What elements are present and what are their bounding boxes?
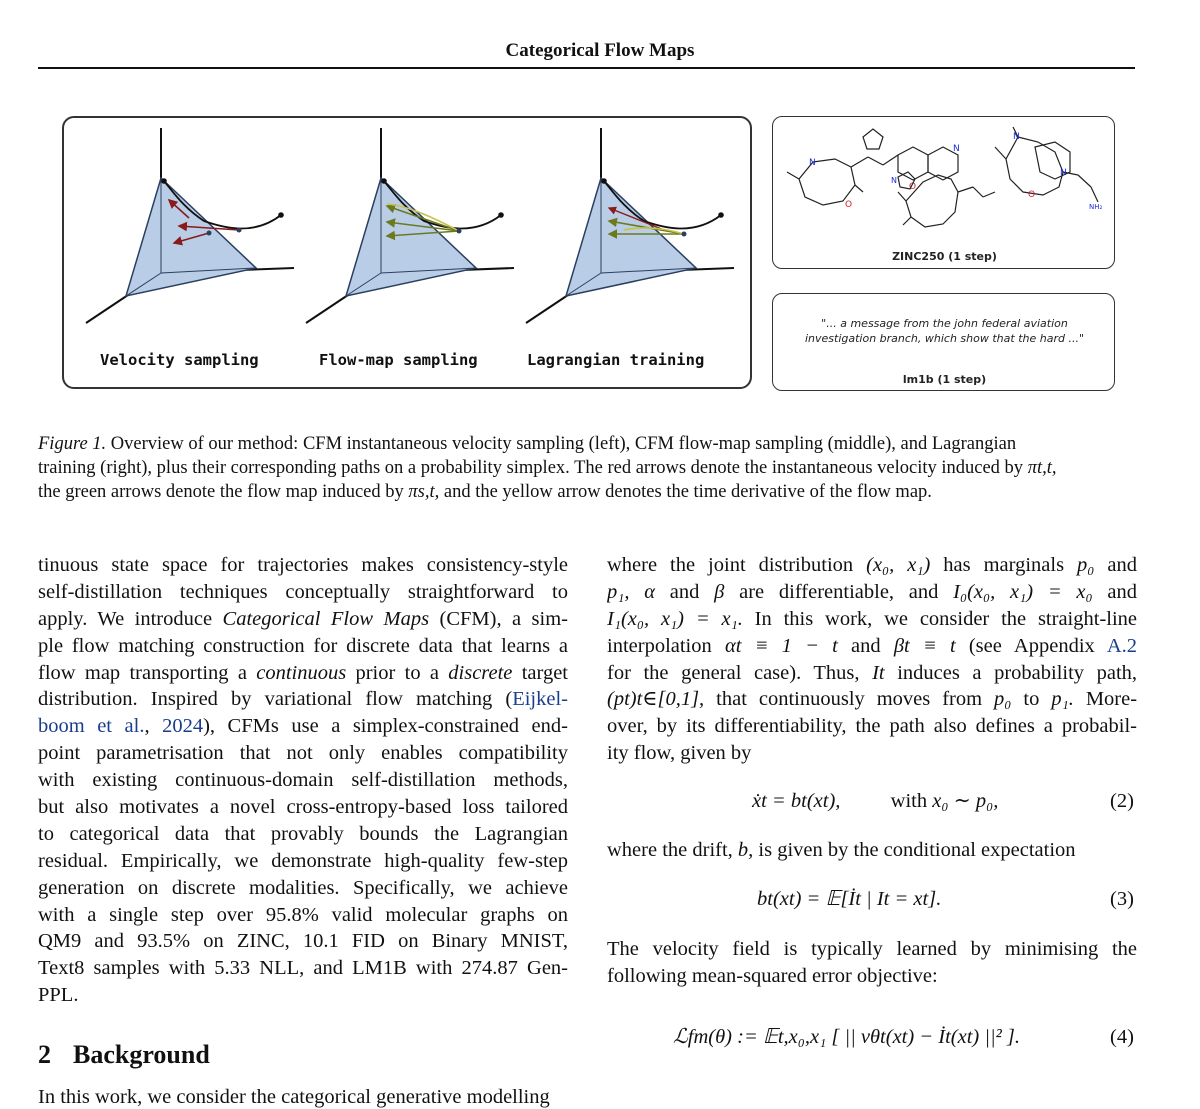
caption-math: πt,t, bbox=[1027, 458, 1057, 478]
simplex-panel-velocity bbox=[86, 128, 294, 323]
text-span: where the joint distribution bbox=[607, 554, 854, 576]
text-span: and bbox=[669, 580, 700, 603]
math-inline: I₁(x₀, x₁) = x₁. bbox=[607, 607, 743, 630]
math-inline: p₁. bbox=[1051, 688, 1074, 711]
text-span: has marginals bbox=[943, 554, 1065, 576]
equation-number: (4) bbox=[1110, 1026, 1134, 1048]
figure-label: Figure 1. bbox=[38, 434, 107, 454]
math-inline: (x₀, x₁) bbox=[866, 554, 931, 576]
section-title: Background bbox=[73, 1040, 210, 1069]
math-inline: I₀(x₀, x₁) = x₀ bbox=[953, 580, 1093, 603]
paragraph-line: with a single step over 95.8% valid molecular graphs on bbox=[38, 903, 568, 926]
paragraph-line: generation on discrete modalities. Specifically, we achieve bbox=[38, 876, 568, 899]
text-sample-line-2: investigation branch, which show that the hard ..." bbox=[804, 332, 1085, 345]
paragraph-line: ity flow, given by bbox=[607, 742, 752, 765]
text-span: distribution. Inspired by variational flow matching ( bbox=[38, 688, 513, 711]
right-column-continued bbox=[607, 936, 1137, 990]
panel-label-flowmap: Flow-map sampling bbox=[319, 351, 478, 369]
paragraph-line: tinuous state space for trajectories makes consistency-style bbox=[38, 554, 568, 576]
paragraph-line: following mean-squared error objective: bbox=[607, 964, 938, 987]
molecule-samples-box bbox=[772, 116, 1115, 269]
equation-2-lhs: ẋt = bt(xt), bbox=[752, 790, 841, 812]
section-number: 2 bbox=[38, 1040, 51, 1069]
math-inline: β bbox=[714, 580, 725, 603]
paragraph-line bbox=[38, 686, 568, 713]
panel-label-lagrangian: Lagrangian training bbox=[527, 351, 705, 369]
text-sample bbox=[773, 316, 1116, 346]
equation-2-condition: x₀ ∼ p₀, bbox=[932, 790, 999, 812]
equation-4: ℒfm(θ) := 𝔼t,x₀,x₁ [ || vθt(xt) − İt(xt) ||² ]. bbox=[673, 1026, 1021, 1048]
caption-line bbox=[38, 432, 1138, 456]
math-inline: p₀ bbox=[994, 688, 1012, 711]
text-span: where the drift, bbox=[607, 839, 733, 861]
paragraph-line bbox=[607, 660, 1137, 687]
paragraph-line bbox=[607, 839, 1076, 862]
atom-n: N bbox=[891, 176, 897, 185]
text-span: In this work, we consider the straight-line bbox=[754, 607, 1137, 630]
paragraph-line: The velocity field is typically learned by minimising the bbox=[607, 938, 1137, 960]
text-samples-box bbox=[772, 293, 1115, 391]
paragraph-line: ple flow matching construction for discrete data that learns a bbox=[38, 634, 568, 657]
simplex-face bbox=[566, 178, 696, 296]
equation-3: bt(xt) = 𝔼[İt | It = xt]. bbox=[757, 888, 942, 910]
paragraph-line bbox=[38, 713, 568, 740]
panel-label-velocity: Velocity sampling bbox=[100, 351, 259, 369]
caption-text: training (right), plus their corresponding paths on a probability simplex. The red arrows denote the instantaneous velocity induced by bbox=[38, 458, 1024, 478]
text-span: interpolation bbox=[607, 634, 712, 657]
text-span: and bbox=[1107, 580, 1137, 603]
math-inline: b, bbox=[737, 839, 754, 861]
emphasis: discrete bbox=[448, 661, 513, 684]
left-column bbox=[38, 552, 568, 1009]
caption-math: πs,t, bbox=[408, 482, 440, 502]
citation-link[interactable]: boom et al. bbox=[38, 715, 145, 738]
text-span: and bbox=[1107, 554, 1137, 576]
atom-o: O bbox=[909, 182, 917, 192]
atom-n: N bbox=[953, 144, 960, 154]
paragraph-line: self-distillation techniques conceptually straightforward to bbox=[38, 580, 568, 603]
atom-o: O bbox=[845, 200, 853, 210]
math-inline: (pt)t∈[0,1], bbox=[607, 688, 705, 711]
equation-2 bbox=[752, 788, 998, 813]
molecule-drawings bbox=[773, 117, 1113, 242]
text-span: prior to a bbox=[355, 661, 439, 684]
emphasis: continuous bbox=[256, 661, 347, 684]
math-inline: αt ≡ 1 − t bbox=[724, 634, 838, 657]
text-span: for the general case). Thus, bbox=[607, 661, 860, 684]
caption-line bbox=[38, 480, 1138, 504]
cut-off-line: In this work, we consider the categorical generative modelling bbox=[38, 1086, 550, 1108]
header-rule bbox=[38, 67, 1135, 69]
atom-n: N bbox=[1060, 168, 1067, 178]
atom-nh2: NH₂ bbox=[1089, 203, 1103, 211]
paragraph-line bbox=[607, 579, 1137, 606]
citation-link[interactable]: Eijkel- bbox=[512, 688, 568, 711]
caption-text: Overview of our method: CFM instantaneous velocity sampling (left), CFM flow-map sampling (middle), and Lagrangian bbox=[110, 434, 1017, 454]
atom-o: O bbox=[1028, 190, 1036, 200]
text-span: to bbox=[1023, 688, 1040, 711]
paragraph-line: point parametrisation that not only enables compatibility bbox=[38, 742, 568, 765]
math-inline: p₁, bbox=[607, 580, 630, 603]
paragraph-line bbox=[607, 606, 1137, 633]
paragraph-line bbox=[607, 686, 1137, 713]
equation-number: (2) bbox=[1110, 790, 1134, 812]
paragraph-line: PPL. bbox=[38, 984, 79, 1007]
caption-text: and the yellow arrow denotes the time derivative of the flow map. bbox=[443, 482, 932, 502]
text-span: are differentiable, and bbox=[739, 580, 939, 603]
figure-simplex-panels bbox=[62, 116, 752, 389]
text-span: and bbox=[851, 634, 881, 657]
figure-caption bbox=[38, 432, 1138, 504]
text-span: target bbox=[521, 661, 568, 684]
paragraph-line bbox=[607, 633, 1137, 660]
atom-n: N bbox=[1013, 132, 1020, 142]
equation-2-with: with bbox=[890, 790, 928, 812]
atom-n: N bbox=[809, 158, 816, 168]
running-title: Categorical Flow Maps bbox=[505, 40, 695, 61]
paragraph-line bbox=[38, 660, 568, 687]
paragraph-line bbox=[38, 606, 568, 633]
math-inline: p₀ bbox=[1077, 554, 1095, 576]
citation-year-link[interactable]: 2024 bbox=[162, 715, 204, 738]
math-inline: α bbox=[644, 580, 656, 603]
text-span: is given by the conditional expectation bbox=[758, 839, 1076, 861]
text-span: , bbox=[144, 715, 163, 738]
appendix-link[interactable]: A.2 bbox=[1106, 634, 1137, 657]
math-inline: βt ≡ t bbox=[893, 634, 956, 657]
molecule-box-label: ZINC250 (1 step) bbox=[892, 250, 997, 263]
paragraph-line: to categorical data that provably bounds the Lagrangian bbox=[38, 822, 568, 845]
paragraph-line: QM9 and 93.5% on ZINC, 10.1 FID on Binary MNIST, bbox=[38, 930, 568, 953]
simplex-face bbox=[126, 178, 256, 296]
molecule-3 bbox=[995, 127, 1098, 202]
simplex-panel-flowmap bbox=[306, 128, 514, 323]
simplex-face bbox=[346, 178, 476, 296]
caption-line bbox=[38, 456, 1138, 480]
text-span: (CFM), a sim- bbox=[439, 607, 568, 630]
math-inline: It bbox=[872, 661, 885, 684]
text-span: that continuously moves from bbox=[716, 688, 983, 711]
paragraph-line: but also motivates a novel cross-entropy-based loss tailored bbox=[38, 796, 568, 819]
text-sample-line-1: "... a message from the john federal aviation bbox=[821, 317, 1068, 330]
paragraph-line: over, by its differentiability, the path also defines a probabil- bbox=[607, 715, 1137, 738]
paragraph-line: with existing continuous-domain self-distillation methods, bbox=[38, 769, 568, 792]
caption-text: the green arrows denote the flow map induced by bbox=[38, 482, 404, 502]
equation-number: (3) bbox=[1110, 888, 1134, 910]
simplex-panel-lagrangian bbox=[526, 128, 734, 323]
text-span: flow map transporting a bbox=[38, 661, 247, 684]
text-span: ), CFMs use a simplex-constrained end- bbox=[203, 715, 568, 738]
paragraph-line: Text8 samples with 5.33 NLL, and LM1B with 274.87 Gen- bbox=[38, 957, 568, 980]
paragraph-line bbox=[607, 552, 1137, 579]
right-column bbox=[607, 552, 1137, 767]
emphasis: Categorical Flow Maps bbox=[222, 607, 430, 630]
text-box-label: lm1b (1 step) bbox=[902, 373, 987, 386]
text-span: apply. We introduce bbox=[38, 607, 213, 630]
text-span: induces a probability path, bbox=[897, 661, 1137, 684]
section-heading bbox=[38, 1040, 210, 1070]
paragraph-line: residual. Empirically, we demonstrate high-quality few-step bbox=[38, 849, 568, 872]
text-span: More- bbox=[1085, 688, 1137, 711]
text-span: (see Appendix bbox=[968, 634, 1095, 657]
